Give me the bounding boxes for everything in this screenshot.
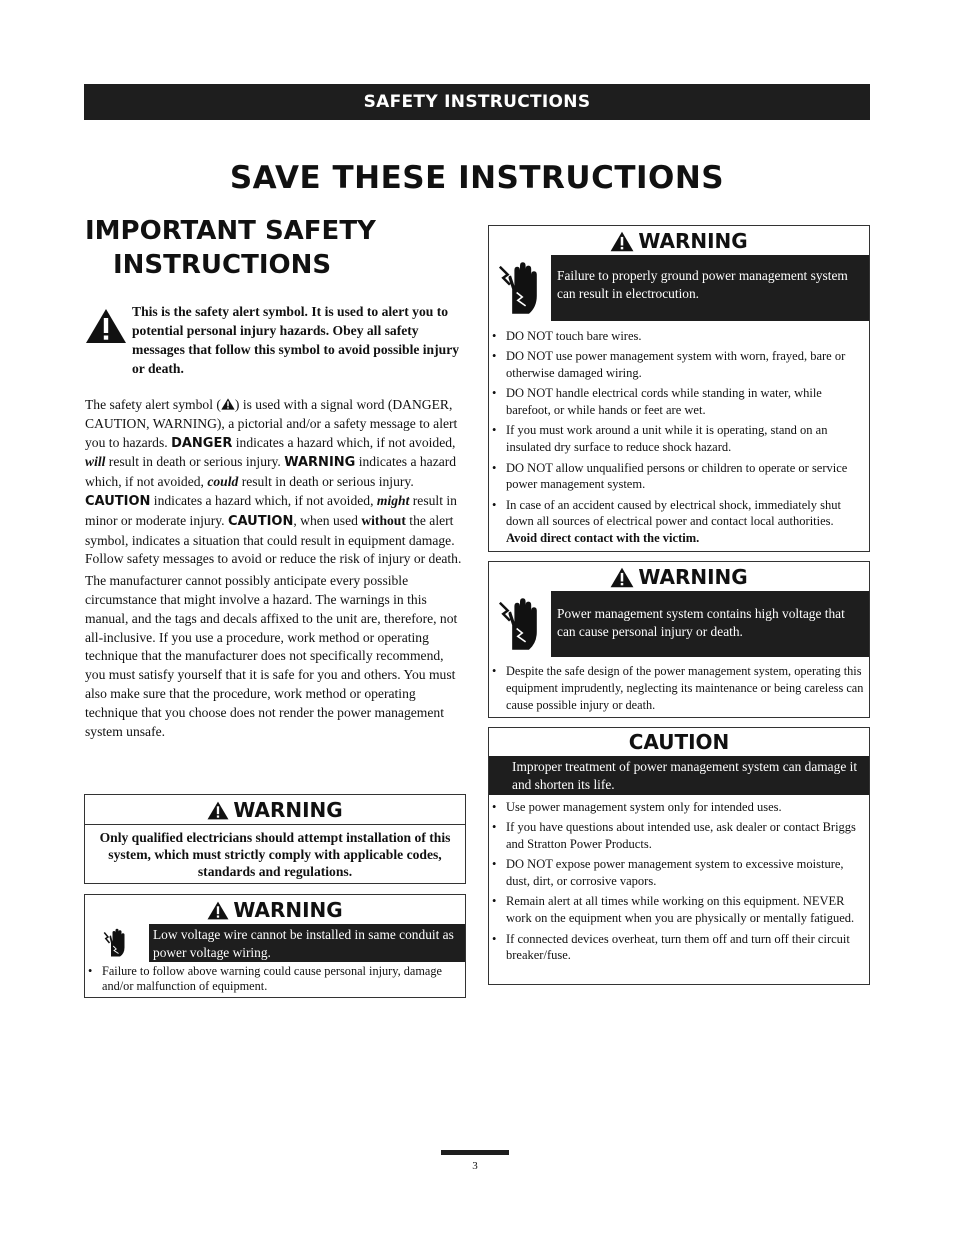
section-title: [85, 214, 467, 282]
caution-header: [489, 728, 869, 756]
warning-header: [85, 796, 465, 824]
warning-triangle-icon: [207, 801, 229, 820]
hand-shock-icon: [85, 924, 149, 962]
manufacturer-paragraph: The manufacturer cannot possibly anticipate every possible circumstance that might involve a hazard. The warnings in this manual, and the tags and decals affixed to the unit are, therefore, not all-inclusive. If you use a procedure, work method or operating technique that the manufacturer does not specifically recommend, you must satisfy yourself that it is safe for you and others. You must also make sure that the procedure, work method or operating technique that you choose does not render the power management system unsafe.: [85, 573, 458, 739]
safety-alert-text: This is the safety alert symbol. It is used to alert you to potential personal injury hazards. Obey all safety messages that follow this symbol to avoid possible injury or death.: [132, 304, 460, 376]
caution-box: [488, 727, 870, 985]
warning-box-grounding: [488, 225, 870, 552]
electrocution-hand-icon: [489, 255, 551, 321]
warning-signal-word: WARNING: [638, 229, 748, 253]
warning-header: [489, 227, 869, 255]
caution-message: Improper treatment of power management system can damage it and shorten its life.: [489, 756, 869, 795]
warning-header: [489, 563, 869, 591]
list-item: • If you have questions about intended use, ask dealer or contact Briggs and Stratton Power Products.: [489, 819, 863, 853]
safety-alert-icon: [85, 302, 129, 378]
list-item: • Despite the safe design of the power management system, operating this equipment imprudently, neglecting its maintenance or being careless can cause possible injury or death.: [489, 663, 865, 713]
warning-signal-word: WARNING: [233, 898, 343, 922]
warning-message: Power management system contains high voltage that can cause personal injury or death.: [557, 606, 845, 639]
warning-message: Failure to properly ground power management system can result in electrocution.: [557, 268, 848, 301]
list-item: • DO NOT allow unqualified persons or children to operate or service power management system.: [489, 460, 863, 494]
warning-box-qualified-electricians: [84, 794, 466, 884]
section-title-line2: INSTRUCTIONS: [113, 250, 332, 280]
section-header-bar: [84, 84, 870, 120]
warning-bullets: [489, 321, 869, 547]
section-title-line1: IMPORTANT SAFETY: [85, 216, 376, 246]
list-item: • In case of an accident caused by electrical shock, immediately shut down all sources of electrical power and contact local authorities. Avoid direct contact with the victim.: [489, 497, 863, 547]
caution-bullets: [489, 795, 869, 964]
list-item: • DO NOT handle electrical cords while standing in water, while barefoot, or while hands or feet are wet.: [489, 385, 863, 419]
signal-word-paragraph: The safety alert symbol ( ) is used with a signal word (DANGER, CAUTION, WARNING), a pictorial and/or a safety message to alert you to hazards. DANGER indicates a hazard which, if not avoided, will result in death or serious injury. WARNING indicates a hazard which, if not avoided, could result in death or serious injury. CAUTION indicates a hazard which, if not avoided, might result in minor or moderate injury. CAUTION, when used without the alert symbol, indicates a situation that could result in equipment damage. Follow safety messages to avoid or reduce the risk of injury or death.: [85, 397, 462, 567]
list-item: • If connected devices overheat, turn them off and turn off their circuit breaker/fuse.: [489, 931, 863, 965]
list-item: • DO NOT use power management system with worn, frayed, bare or otherwise damaged wiring.: [489, 348, 863, 382]
warning-triangle-icon: [610, 231, 634, 252]
warning-triangle-icon: [610, 567, 634, 588]
section-header-title: SAFETY INSTRUCTIONS: [363, 92, 591, 112]
warning-message-row: [489, 255, 869, 321]
left-column: [85, 214, 467, 741]
warning-message: Low voltage wire cannot be installed in same conduit as power voltage wiring.: [153, 927, 454, 960]
list-item: • If you must work around a unit while it is operating, stand on an insulated dry surface to reduce shock hazard.: [489, 422, 863, 456]
warning-signal-word: WARNING: [638, 565, 748, 589]
list-item: • Failure to follow above warning could cause personal injury, damage and/or malfunction of equipment.: [85, 964, 465, 994]
warning-message-row: [489, 591, 869, 657]
list-item: • DO NOT expose power management system to excessive moisture, dust, dirt, or corrosive vapors.: [489, 856, 863, 890]
inline-alert-icon: [221, 398, 235, 410]
electrocution-hand-icon: [489, 591, 551, 657]
footer-bar: [441, 1150, 509, 1155]
warning-bullets: [85, 962, 465, 994]
page-number: 3: [472, 1160, 478, 1172]
warning-signal-word: WARNING: [233, 798, 343, 822]
warning-box-high-voltage: [488, 561, 870, 718]
warning-box-low-voltage: [84, 894, 466, 998]
warning-message-row: [85, 924, 465, 962]
warning-text: Only qualified electricians should attempt installation of this system, which must strictly comply with applicable codes, standards and regulations.: [85, 824, 465, 880]
warning-bullets: [489, 657, 869, 713]
list-item: • DO NOT touch bare wires.: [489, 328, 863, 345]
warning-header: [85, 896, 465, 924]
caution-signal-word: CAUTION: [628, 730, 730, 754]
warning-triangle-icon: [207, 901, 229, 920]
list-item: • Use power management system only for intended uses.: [489, 799, 863, 816]
page-title: SAVE THESE INSTRUCTIONS: [229, 160, 725, 196]
safety-alert-statement: [85, 302, 467, 378]
list-item: • Remain alert at all times while working on this equipment. NEVER work on the equipment when you are physically or mentally fatigued.: [489, 893, 863, 927]
